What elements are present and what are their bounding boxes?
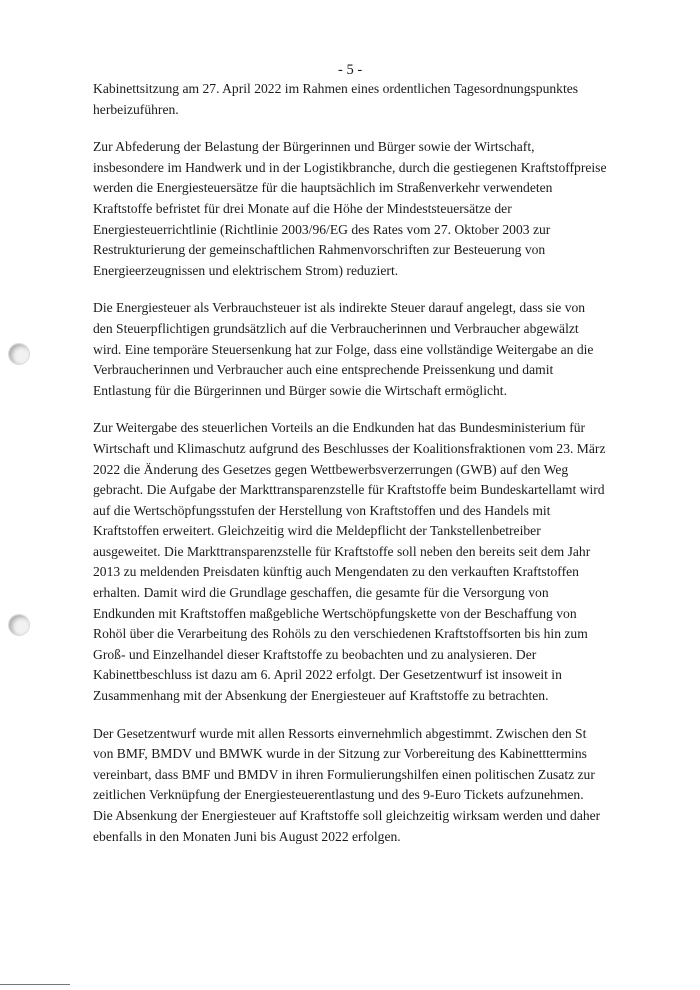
text-line: erhalten. Damit wird die Grundlage geschaffen, die gesamte für die Versorgung von [93, 585, 549, 601]
text-line: werden die Energiesteuersätze für die hauptsächlich im Straßenverkehr verwendeten [93, 180, 553, 196]
text-line: Rohöl über die Verarbeitung des Rohöls zu den verschiedenen Kraftstoffsorten bis hin zum [93, 626, 588, 642]
text-line: Kabinettbeschluss ist dazu am 6. April 2022 erfolgt. Der Gesetzentwurf ist insoweit in [93, 667, 562, 683]
text-line: Energiesteuerrichtlinie (Richtlinie 2003/96/EG des Rates vom 27. Oktober 2003 zur [93, 221, 551, 237]
text-line: 2022 die Änderung des Gesetzes gegen Wettbewerbsverzerrungen (GWB) auf den Weg [93, 461, 569, 477]
text-line: wird. Eine temporäre Steuersenkung hat zur Folge, dass eine vollständige Weitergabe an die [93, 341, 594, 357]
paragraph [93, 724, 613, 848]
text-line: Zur Abfederung der Belastung der Bürgerinnen und Bürger sowie der Wirtschaft, [93, 139, 535, 155]
text-line: 2013 zu meldenden Preisdaten künftig auch Mengendaten zu den verkauften Kraftstoffen [93, 564, 579, 580]
text-line: Wirtschaft und Klimaschutz aufgrund des Beschlusses der Koalitionsfraktionen vom 23. März [93, 440, 606, 456]
text-line: den Steuerpflichtigen grundsätzlich auf die Verbraucherinnen und Verbraucher abgewälzt [93, 320, 579, 336]
text-line: von BMF, BMDV und BMWK wurde in der Sitzung zur Vorbereitung des Kabinetttermins [93, 746, 587, 762]
text-line: Der Gesetzentwurf wurde mit allen Ressorts einvernehmlich abgestimmt. Zwischen den St [93, 725, 587, 741]
text-line: Endkunden mit Kraftstoffen maßgebliche Wertschöpfungskette von der Beschaffung von [93, 605, 577, 621]
text-line: herbeizuführen. [93, 101, 179, 117]
punch-hole-bottom [8, 614, 30, 636]
text-line: Energieerzeugnissen und elektrischem Strom) reduziert. [93, 262, 399, 278]
text-line: Kraftstoffen erweitert. Gleichzeitig wird die Meldepflicht der Tankstellenbetreiber [93, 523, 541, 539]
text-line: Kabinettsitzung am 27. April 2022 im Rahmen eines ordentlichen Tagesordnungspunktes [93, 81, 579, 96]
text-line: Groß- und Einzelhandel dieser Kraftstoffe zu beobachten und zu analysieren. Der [93, 646, 537, 662]
punch-hole-top [8, 343, 30, 365]
paragraph [93, 137, 613, 281]
text-line: Restrukturierung der gemeinschaftlichen Rahmenvorschriften zur Besteuerung von [93, 242, 546, 258]
document-body [93, 79, 613, 864]
text-line: Zur Weitergabe des steuerlichen Vorteils an die Endkunden hat das Bundesministerium für [93, 420, 586, 436]
text-line: vereinbart, dass BMF und BMDV in ihren Formulierungshilfen einen politischen Zusatz zur [93, 766, 595, 782]
text-line: auf die Wertschöpfungsstufen der Herstellung von Kraftstoffen und des Handels mit [93, 502, 551, 518]
text-line: ausgeweitet. Die Markttransparenzstelle für Kraftstoffe soll neben den bereits seit dem Jahr [93, 543, 591, 559]
page-number: - 5 - [338, 62, 363, 78]
text-line: Entlastung für die Bürgerinnen und Bürger sowie die Wirtschaft ermöglicht. [93, 382, 507, 398]
paragraph [93, 418, 613, 706]
paragraph [93, 79, 613, 120]
paragraph [93, 298, 613, 401]
scan-edge-mark [0, 984, 70, 985]
text-line: gebracht. Die Aufgabe der Markttransparenzstelle für Kraftstoffe beim Bundeskartellamt wird [93, 482, 605, 498]
text-line: Zusammenhang mit der Absenkung der Energiesteuer auf Kraftstoffe zu betrachten. [93, 688, 549, 704]
text-line: zeitlichen Verknüpfung der Energiesteuerentlastung und des 9-Euro Tickets aufzunehmen. [93, 787, 584, 803]
text-line: Die Energiesteuer als Verbrauchsteuer ist als indirekte Steuer darauf angelegt, dass sie von [93, 300, 586, 316]
text-line: insbesondere im Handwerk und in der Logistikbranche, durch die gestiegenen Kraftstoffpreise [93, 159, 607, 175]
text-line: Verbraucherinnen und Verbraucher auch eine entsprechende Preissenkung und damit [93, 362, 554, 378]
text-line: Kraftstoffe befristet für drei Monate auf die Höhe der Mindeststeuersätze der [93, 200, 512, 216]
text-line: ebenfalls in den Monaten Juni bis August 2022 erfolgen. [93, 828, 401, 844]
text-line: Die Absenkung der Energiesteuer auf Kraftstoffe soll gleichzeitig wirksam werden und daher [93, 808, 601, 823]
